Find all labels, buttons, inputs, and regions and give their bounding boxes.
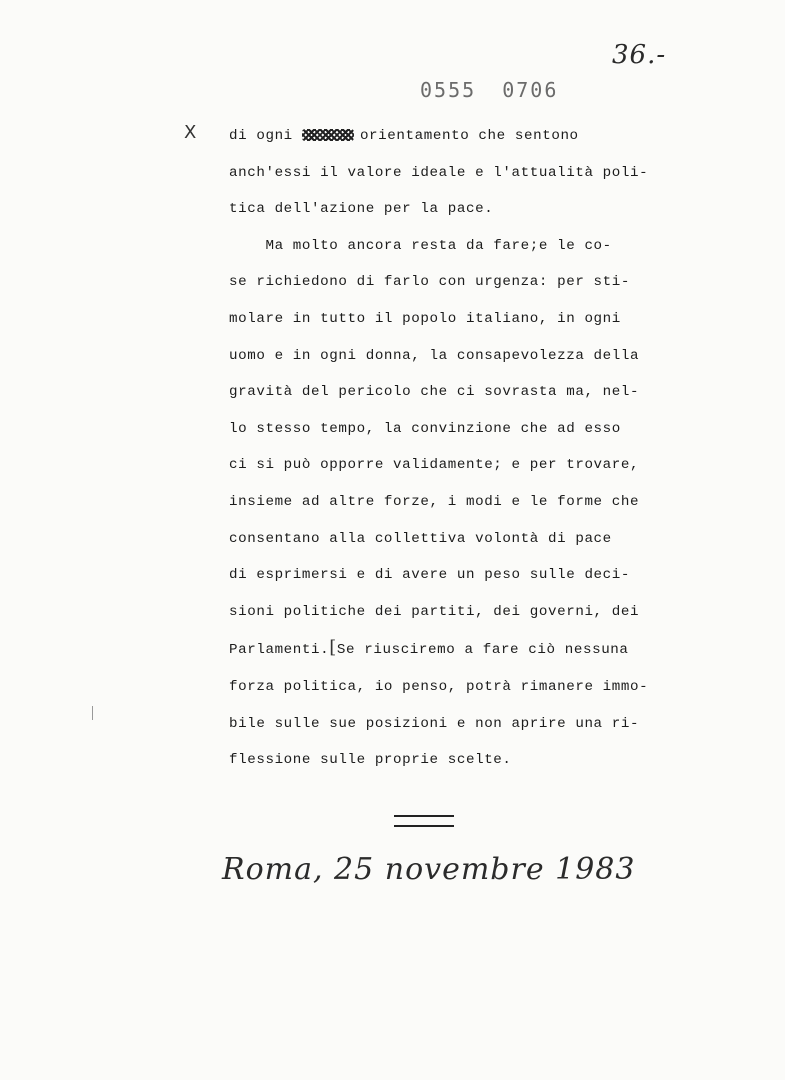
struck-out-word (302, 129, 354, 141)
typed-text-body (229, 118, 669, 779)
text-line: forza politica, io penso, potrà rimanere immo- (229, 678, 649, 695)
text-line: di ogni orientamento che sentono (229, 128, 579, 144)
text-line: ci si può opporre validamente; e per trovare, (229, 457, 640, 474)
text-line: Ma molto ancora resta da fare;e le co- (229, 237, 612, 254)
text-line: flessione sulle proprie scelte. (229, 752, 512, 769)
text-line: molare in tutto il popolo italiano, in ogni (229, 310, 621, 327)
text-line: tica dell'azione per la pace. (229, 201, 494, 218)
text-line: sioni politiche dei partiti, dei governi, dei (229, 603, 640, 620)
text-line: bile sulle sue posizioni e non aprire una ri- (229, 715, 640, 732)
closing-rule (394, 825, 454, 827)
text-line: anch'essi il valore ideale e l'attualità poli- (229, 164, 649, 181)
line-prefix: di ogni (229, 128, 293, 144)
margin-tick (92, 706, 93, 720)
text-line: di esprimersi e di avere un peso sulle deci- (229, 567, 631, 584)
text-line: Parlamenti.[Se riusciremo a fare ciò nessuna (229, 637, 629, 659)
text-line: consentano alla collettiva volontà di pace (229, 530, 612, 547)
edit-bracket: [ (329, 637, 337, 659)
text-line: se richiedono di farlo con urgenza: per sti- (229, 274, 631, 291)
text-line: uomo e in ogni donna, la consapevolezza della (229, 347, 640, 364)
page-number: 36.- (612, 40, 667, 70)
margin-mark: X (184, 122, 197, 143)
text-line: gravità del pericolo che ci sovrasta ma, nel- (229, 384, 640, 401)
text-line: insieme ad altre forze, i modi e le forme che (229, 493, 640, 510)
archive-code: 0555 0706 (420, 78, 559, 102)
handwritten-date: Roma, 25 novembre 1983 (222, 852, 636, 887)
text-line: lo stesso tempo, la convinzione che ad esso (229, 420, 621, 437)
closing-rule (394, 815, 454, 817)
